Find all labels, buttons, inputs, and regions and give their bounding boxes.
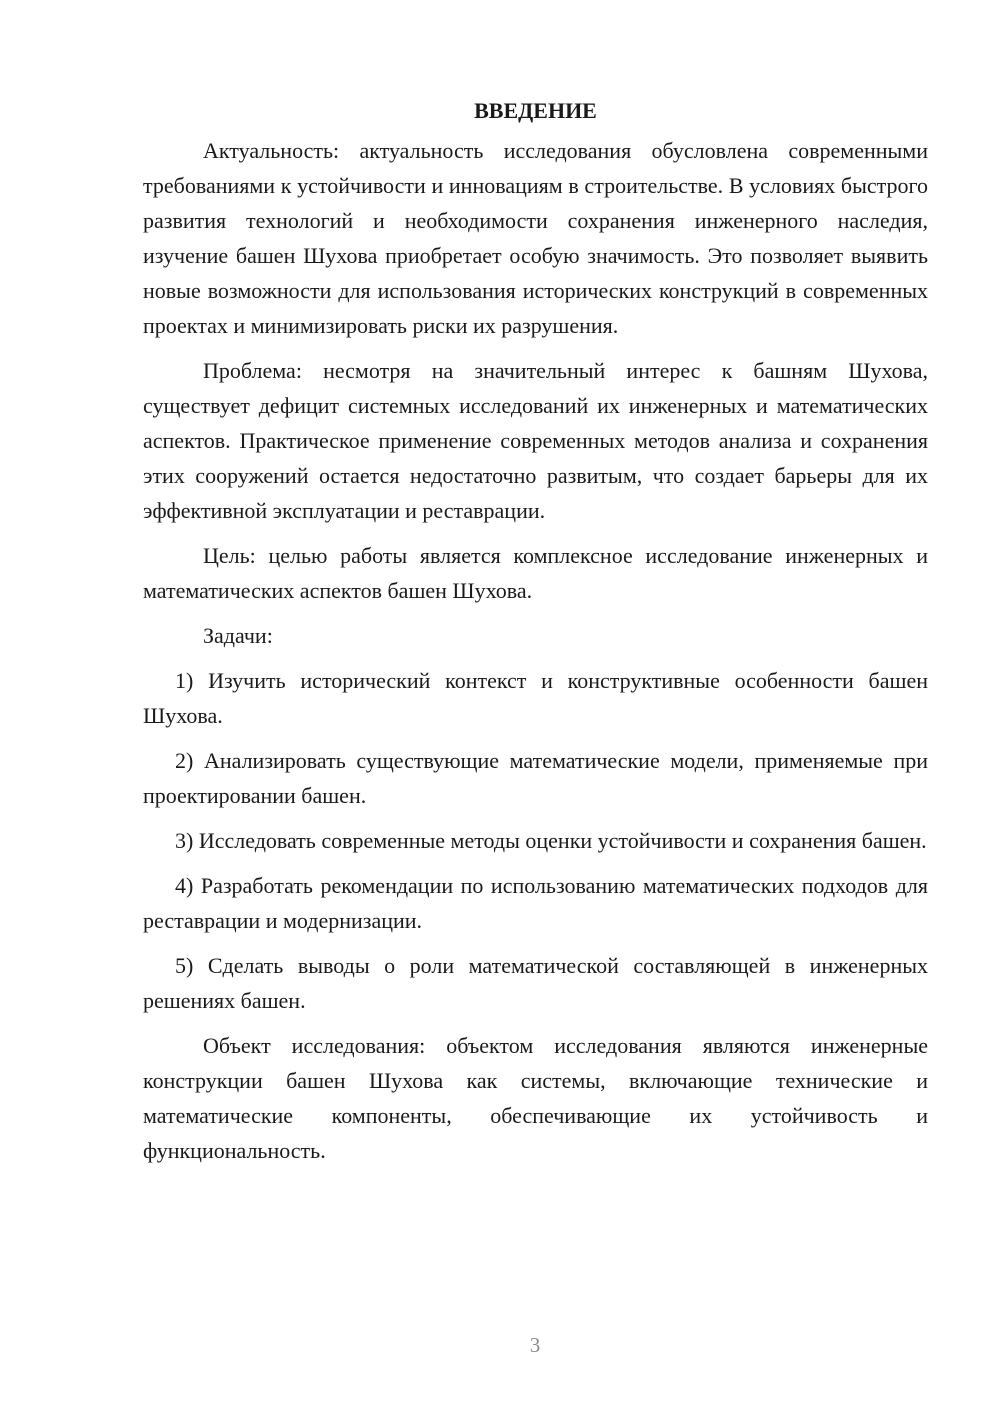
- tasks-label: Задачи:: [203, 623, 273, 648]
- task-item-1: 1) Изучить исторический контекст и конструктивные особенности башен Шухова.: [143, 668, 928, 728]
- task-item-2: 2) Анализировать существующие математические модели, применяемые при проектировании башен.: [143, 748, 928, 808]
- relevance-paragraph: Актуальность: актуальность исследования обусловлена современными требованиями к устойчивости и инновациям в строительстве. В условиях быстрого развития технологий и необходимости сохранения инженерного наследия, изучение башен Шухова приобретает особую значимость. Это позволяет выявить новые возможности для использования исторических конструкций в современных проектах и минимизировать риски их разрушения.: [143, 138, 928, 338]
- object-paragraph: Объект исследования: объектом исследования являются инженерные конструкции башен Шухова как системы, включающие технические и математические компоненты, обеспечивающие их устойчивость и функциональность.: [143, 1033, 928, 1163]
- section-title: ВВЕДЕНИЕ: [474, 98, 597, 123]
- task-item-4: 4) Разработать рекомендации по использованию математических подходов для реставрации и модернизации.: [143, 873, 928, 933]
- document-body: [143, 95, 928, 1178]
- page-number: 3: [529, 1333, 541, 1357]
- goal-paragraph: Цель: целью работы является комплексное исследование инженерных и математических аспектов башен Шухова.: [143, 543, 928, 603]
- problem-paragraph: Проблема: несмотря на значительный интерес к башням Шухова, существует дефицит системных исследований их инженерных и математических аспектов. Практическое применение современных методов анализа и сохранения этих сооружений остается недостаточно развитым, что создает барьеры для их эффективной эксплуатации и реставрации.: [143, 358, 928, 523]
- task-item-5: 5) Сделать выводы о роли математической составляющей в инженерных решениях башен.: [143, 953, 928, 1013]
- task-item-3: 3) Исследовать современные методы оценки устойчивости и сохранения башен.: [175, 828, 927, 853]
